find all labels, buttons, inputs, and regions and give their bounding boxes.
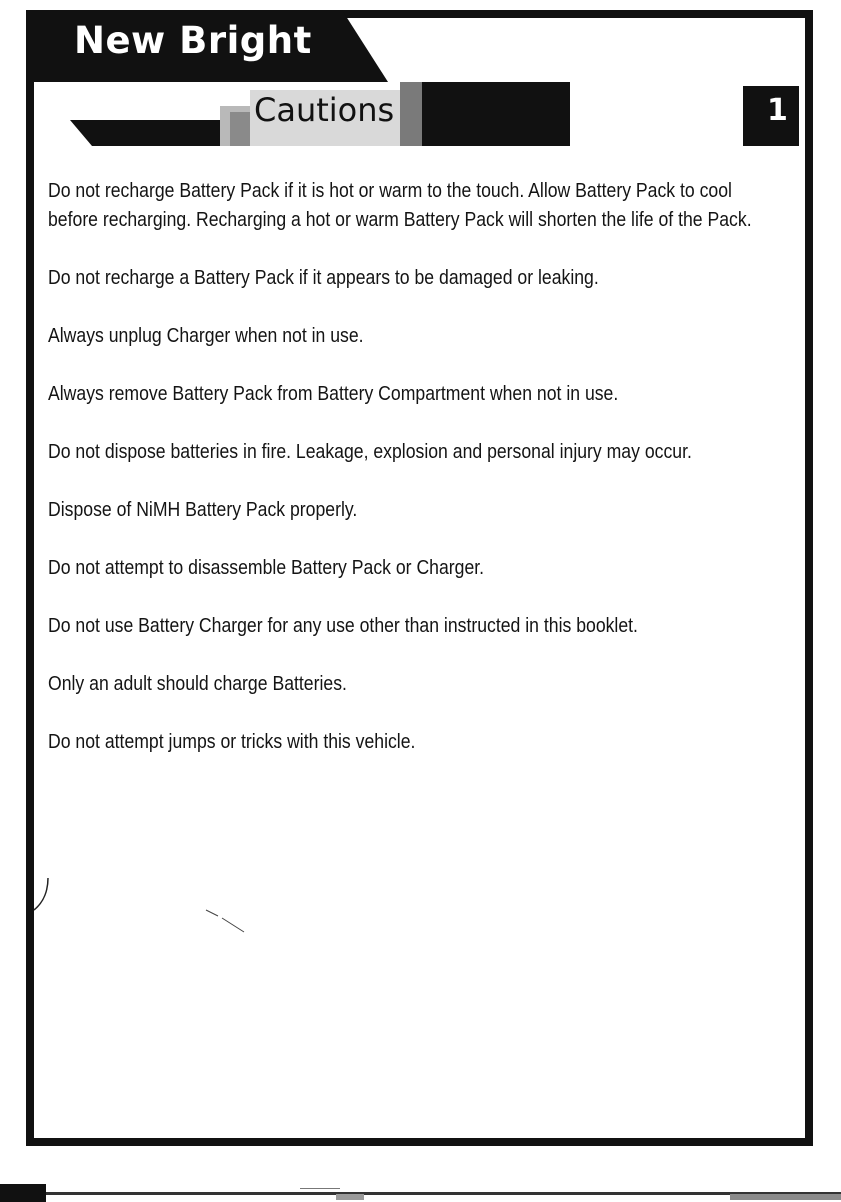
caution-item: Only an adult should charge Batteries.: [48, 672, 347, 695]
caution-item: Do not recharge Battery Pack if it is hot or warm to the touch. Allow Battery Pack to cool before recharging. Recharging a hot or warm Battery Pack will shorten the life of the Pack.: [48, 179, 752, 231]
section-title: Cautions: [254, 91, 395, 129]
scan-mark-dash: [204, 908, 248, 934]
caution-item: Do not attempt to disassemble Battery Pack or Charger.: [48, 556, 485, 579]
caution-item: Do not recharge a Battery Pack if it appears to be damaged or leaking.: [48, 266, 599, 289]
caution-item: Do not attempt jumps or tricks with this vehicle.: [48, 730, 416, 753]
cautions-list: [48, 176, 778, 785]
page-number: 1: [767, 93, 788, 128]
caution-item: Do not use Battery Charger for any use other than instructed in this booklet.: [48, 614, 638, 637]
caution-item: Do not dispose batteries in fire. Leakage, explosion and personal injury may occur.: [48, 440, 692, 463]
brand-title: New Bright: [74, 19, 312, 62]
caution-item: Always unplug Charger when not in use.: [48, 324, 364, 347]
caution-item: Always remove Battery Pack from Battery Compartment when not in use.: [48, 382, 619, 405]
footer-scan-edge: [0, 1180, 841, 1202]
footer-scan-edge-shape: [0, 1180, 841, 1202]
scan-mark-stroke: [30, 876, 54, 912]
caution-item: Dispose of NiMH Battery Pack properly.: [48, 498, 358, 521]
